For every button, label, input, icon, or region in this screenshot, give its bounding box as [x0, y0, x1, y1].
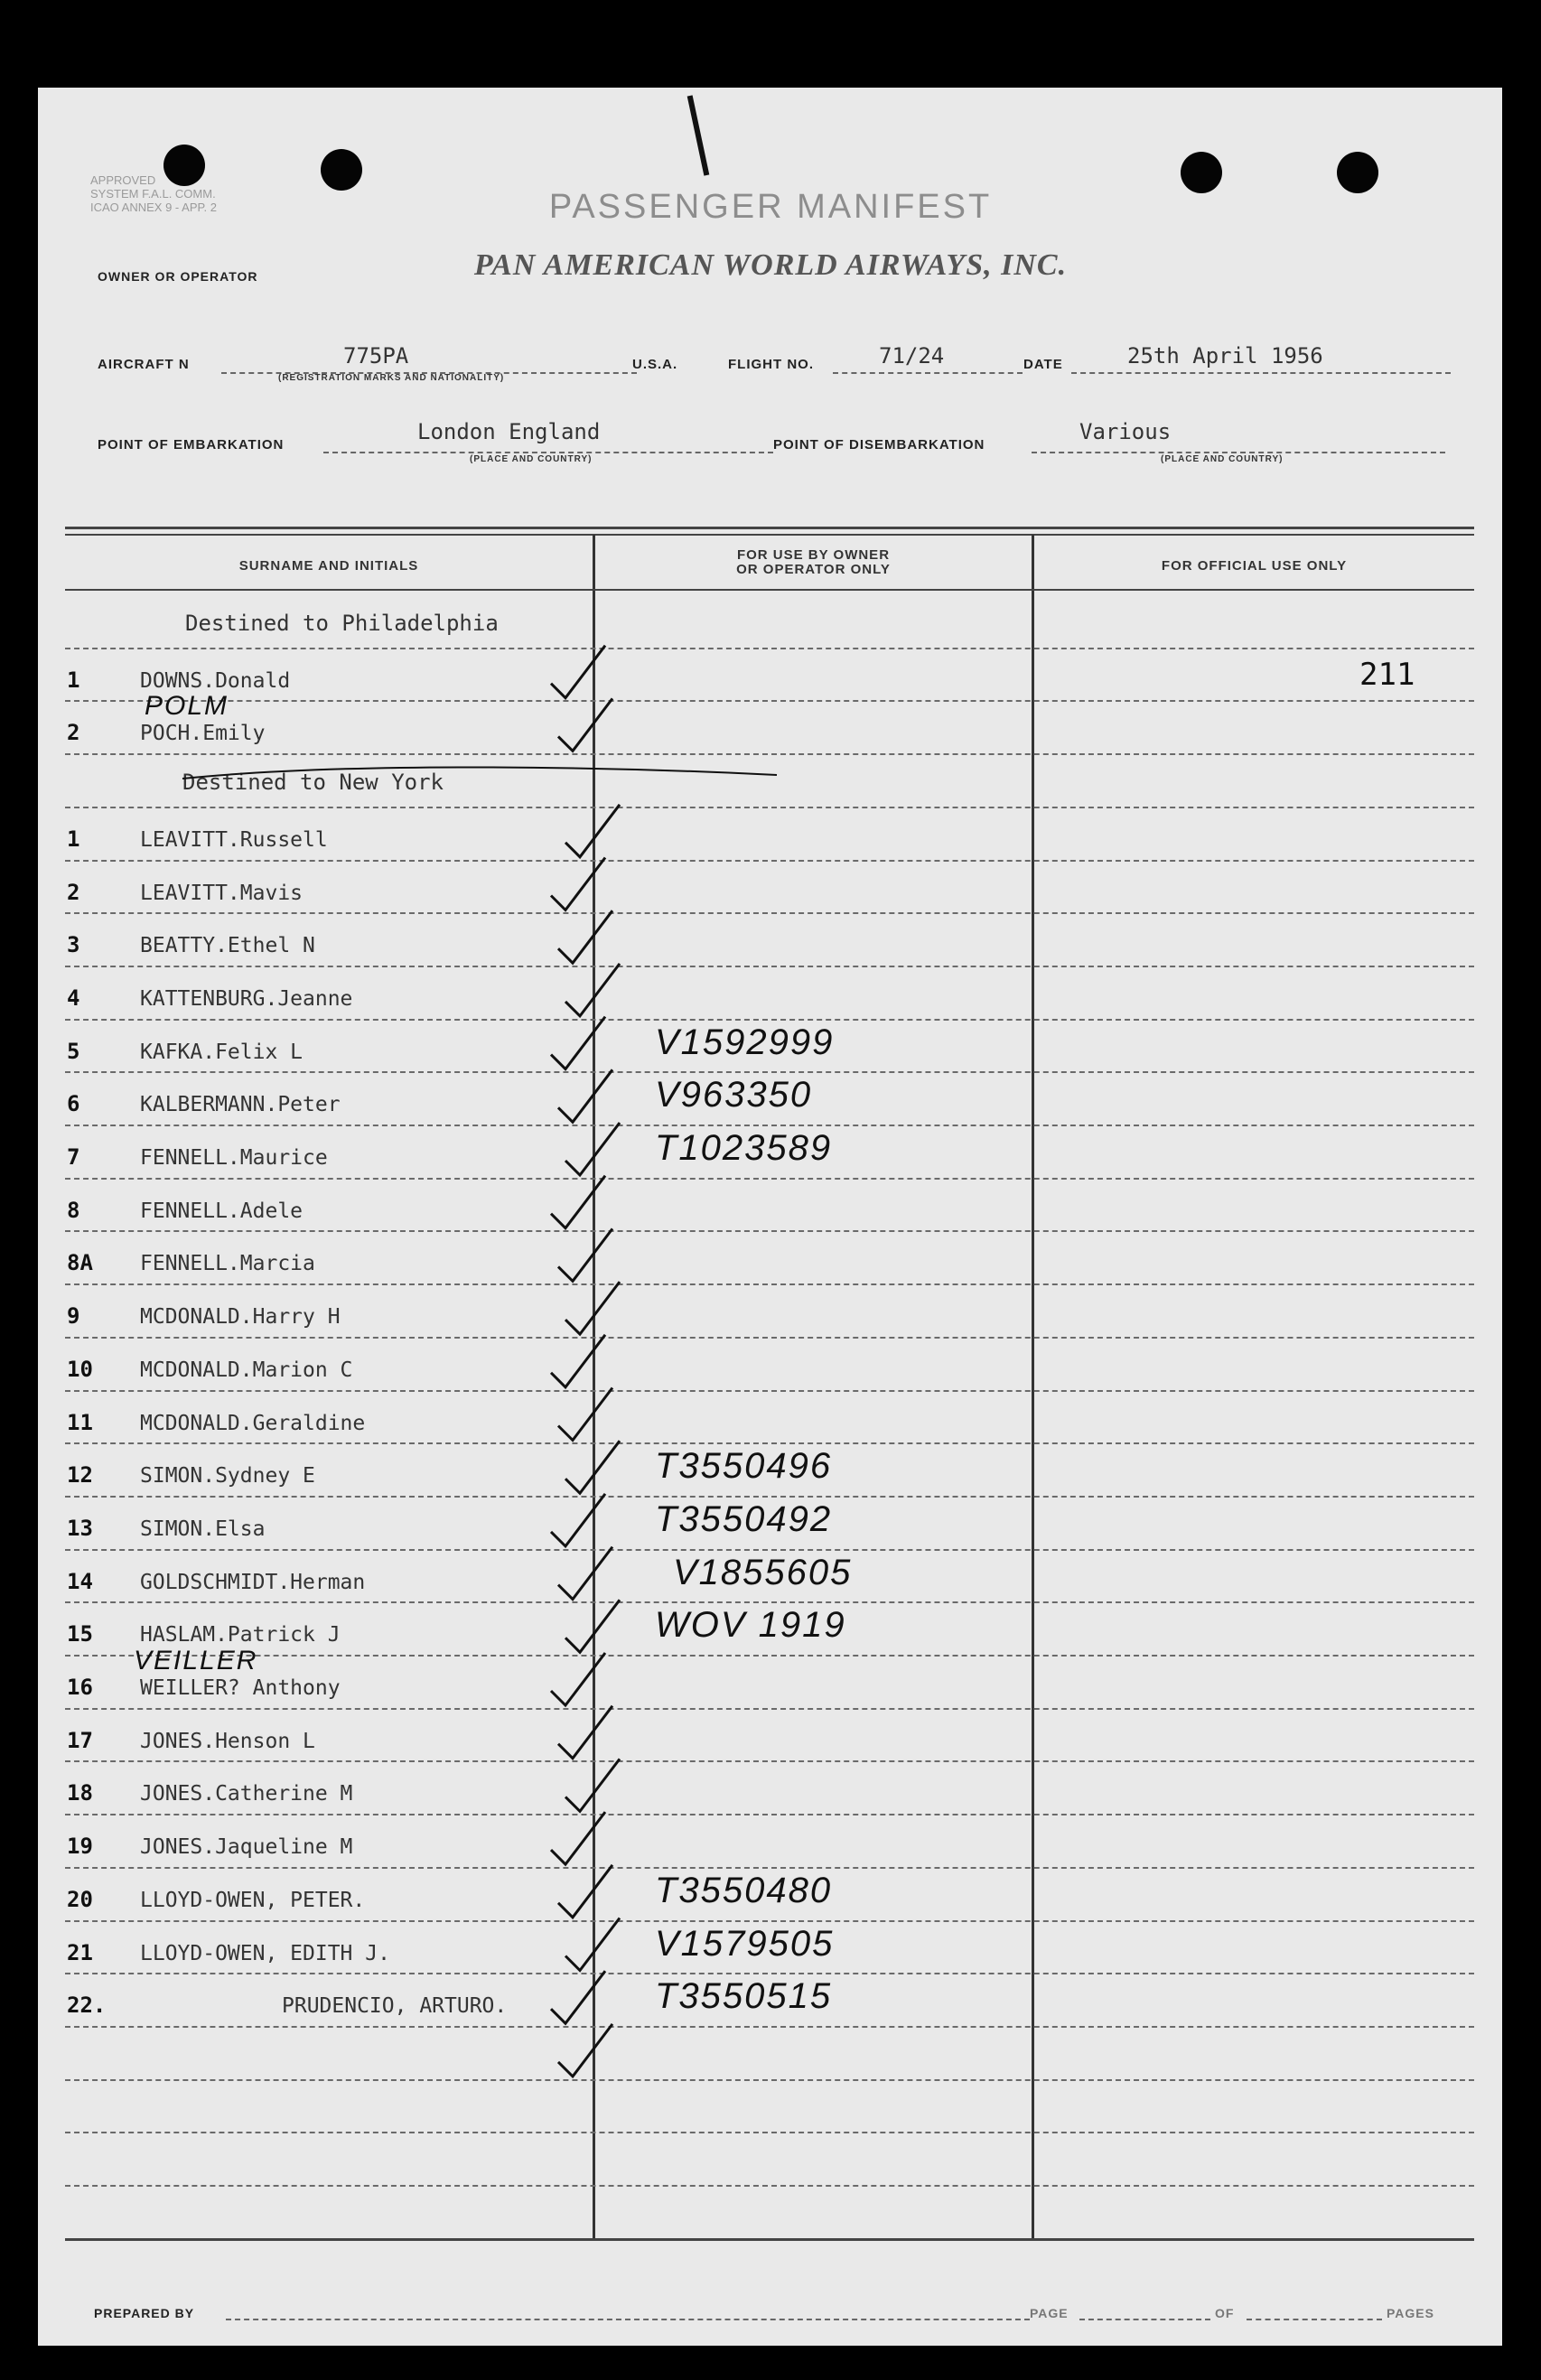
check-mark [558, 1069, 612, 1122]
row-number: 1 [67, 667, 80, 693]
passenger-name: MCDONALD.Geraldine [140, 1412, 366, 1435]
row-number: 4 [67, 985, 80, 1011]
passenger-name: KALBERMANN.Peter [140, 1093, 341, 1116]
document-number: T1023589 [655, 1128, 833, 1168]
row-number: 21 [67, 1940, 93, 1965]
row-number: 1 [67, 826, 80, 852]
destination-section: Destined to New York [182, 770, 444, 795]
passenger-name: KATTENBURG.Jeanne [140, 987, 353, 1011]
check-mark [551, 1335, 605, 1387]
check-mark [551, 1494, 605, 1546]
date-label: DATE [1023, 357, 1063, 372]
check-mark [565, 1600, 620, 1652]
row-number: 10 [67, 1357, 93, 1382]
row-number: 2 [67, 880, 80, 905]
row-number: 11 [67, 1410, 93, 1435]
disembark-sub: (PLACE AND COUNTRY) [1161, 454, 1284, 464]
of-label: OF [1215, 2306, 1235, 2320]
passenger-name: FENNELL.Maurice [140, 1146, 328, 1170]
column-header-owner-1: FOR USE BY OWNER [736, 547, 891, 563]
check-mark [551, 1971, 605, 2023]
check-mark [565, 964, 620, 1016]
passenger-name: JONES.Jaqueline M [140, 1835, 353, 1859]
operator-name: PAN AMERICAN WORLD AIRWAYS, INC. [473, 248, 1068, 282]
check-mark [558, 1228, 612, 1281]
document-number: T3550515 [655, 1976, 833, 2016]
passenger-name: KAFKA.Felix L [140, 1041, 304, 1064]
owner-label: OWNER OR OPERATOR [98, 269, 258, 284]
row-number: 15 [67, 1621, 93, 1647]
passenger-name: JONES.Henson L [140, 1730, 315, 1753]
document-number: V1592999 [655, 1022, 835, 1062]
row-number: 14 [67, 1569, 93, 1594]
flight-value: 71/24 [879, 343, 945, 369]
passenger-name: LEAVITT.Mavis [140, 882, 304, 905]
passenger-name: LLOYD-OWEN, PETER. [140, 1889, 366, 1912]
check-mark [565, 1123, 620, 1175]
check-mark [558, 2024, 612, 2077]
approval-line: APPROVED [90, 173, 156, 187]
row-number: 12 [67, 1462, 93, 1488]
row-number: 8 [67, 1198, 80, 1223]
check-mark [558, 1865, 612, 1918]
row-number: 22. [67, 1993, 107, 2018]
passenger-name: DOWNS.Donald [140, 669, 291, 693]
passenger-name: FENNELL.Adele [140, 1199, 304, 1223]
passenger-name: MCDONALD.Marion C [140, 1358, 353, 1382]
approval-line: ICAO ANNEX 9 - APP. 2 [90, 201, 217, 214]
column-header-surname: SURNAME AND INITIALS [238, 558, 419, 574]
passenger-name: PRUDENCIO, ARTURO. [282, 1994, 508, 2018]
check-mark [551, 1176, 605, 1228]
row-number: 9 [67, 1303, 80, 1329]
document-number: V1855605 [673, 1553, 853, 1592]
passenger-name: LLOYD-OWEN, EDITH J. [140, 1942, 390, 1965]
document-number: V963350 [655, 1075, 813, 1115]
check-mark [551, 1812, 605, 1864]
document-number: T3550480 [655, 1871, 833, 1910]
row-number: 18 [67, 1780, 93, 1806]
prepared-label: PREPARED BY [94, 2306, 195, 2320]
row-number: 7 [67, 1144, 80, 1170]
document-number: T3550496 [655, 1446, 833, 1486]
check-mark [558, 1388, 612, 1441]
check-mark [565, 1918, 620, 1971]
approval-line: SYSTEM F.A.L. COMM. [90, 187, 216, 201]
passenger-name: GOLDSCHMIDT.Herman [140, 1571, 366, 1594]
flight-label: FLIGHT NO. [728, 357, 814, 372]
check-mark [565, 805, 620, 857]
passenger-name: FENNELL.Marcia [140, 1252, 315, 1275]
disembark-label: POINT OF DISEMBARKATION [773, 437, 985, 453]
document-number: WOV 1919 [655, 1605, 846, 1645]
usa-label: U.S.A. [632, 357, 678, 372]
row-number: 8A [67, 1250, 93, 1275]
passenger-name: LEAVITT.Russell [140, 828, 328, 852]
destination-section: Destined to Philadelphia [185, 611, 499, 636]
row-number: 2 [67, 720, 80, 745]
column-header-official: FOR OFFICIAL USE ONLY [1161, 558, 1348, 574]
passenger-name: SIMON.Elsa [140, 1517, 266, 1541]
check-mark [565, 1441, 620, 1493]
row-number: 5 [67, 1039, 80, 1064]
page-label: PAGE [1030, 2306, 1069, 2320]
passenger-name: POCH.Emily [140, 722, 266, 745]
check-mark [551, 1017, 605, 1069]
column-header-owner-2: OR OPERATOR ONLY [736, 562, 891, 577]
aircraft-label: AIRCRAFT N [98, 357, 190, 372]
check-mark [551, 646, 605, 698]
passenger-name: BEATTY.Ethel N [140, 934, 315, 957]
handwritten-correction: VEILLER [134, 1646, 258, 1675]
official-entry: 211 [1359, 657, 1415, 693]
passenger-name: JONES.Catherine M [140, 1782, 353, 1806]
check-mark [558, 698, 612, 751]
row-number: 13 [67, 1516, 93, 1541]
check-mark [558, 1547, 612, 1600]
row-number: 16 [67, 1675, 93, 1700]
check-mark [565, 1282, 620, 1334]
date-value: 25th April 1956 [1127, 343, 1323, 369]
check-mark [565, 1759, 620, 1811]
check-mark [551, 858, 605, 910]
document-number: T3550492 [655, 1499, 833, 1539]
row-number: 6 [67, 1091, 80, 1116]
aircraft-value: 775PA [343, 343, 409, 369]
embark-label: POINT OF EMBARKATION [98, 437, 285, 453]
check-mark [558, 910, 612, 963]
row-number: 19 [67, 1834, 93, 1859]
row-number: 3 [67, 932, 80, 957]
handwritten-correction: POLM [145, 691, 229, 721]
row-number: 17 [67, 1728, 93, 1753]
disembark-value: Various [1079, 419, 1172, 444]
passenger-name: SIMON.Sydney E [140, 1464, 315, 1488]
strike-line [182, 767, 777, 779]
embark-value: London England [417, 419, 601, 444]
row-number: 20 [67, 1887, 93, 1912]
passenger-name: MCDONALD.Harry H [140, 1305, 341, 1329]
passenger-name: HASLAM.Patrick J [140, 1623, 341, 1647]
embark-sub: (PLACE AND COUNTRY) [470, 454, 593, 464]
page-title: PASSENGER MANIFEST [548, 188, 993, 226]
check-mark [558, 1706, 612, 1759]
passenger-name: WEILLER? Anthony [140, 1676, 341, 1700]
document-number: V1579505 [655, 1924, 835, 1964]
aircraft-sub: (REGISTRATION MARKS AND NATIONALITY) [278, 373, 505, 383]
check-mark [551, 1653, 605, 1705]
pages-label: PAGES [1387, 2306, 1434, 2320]
